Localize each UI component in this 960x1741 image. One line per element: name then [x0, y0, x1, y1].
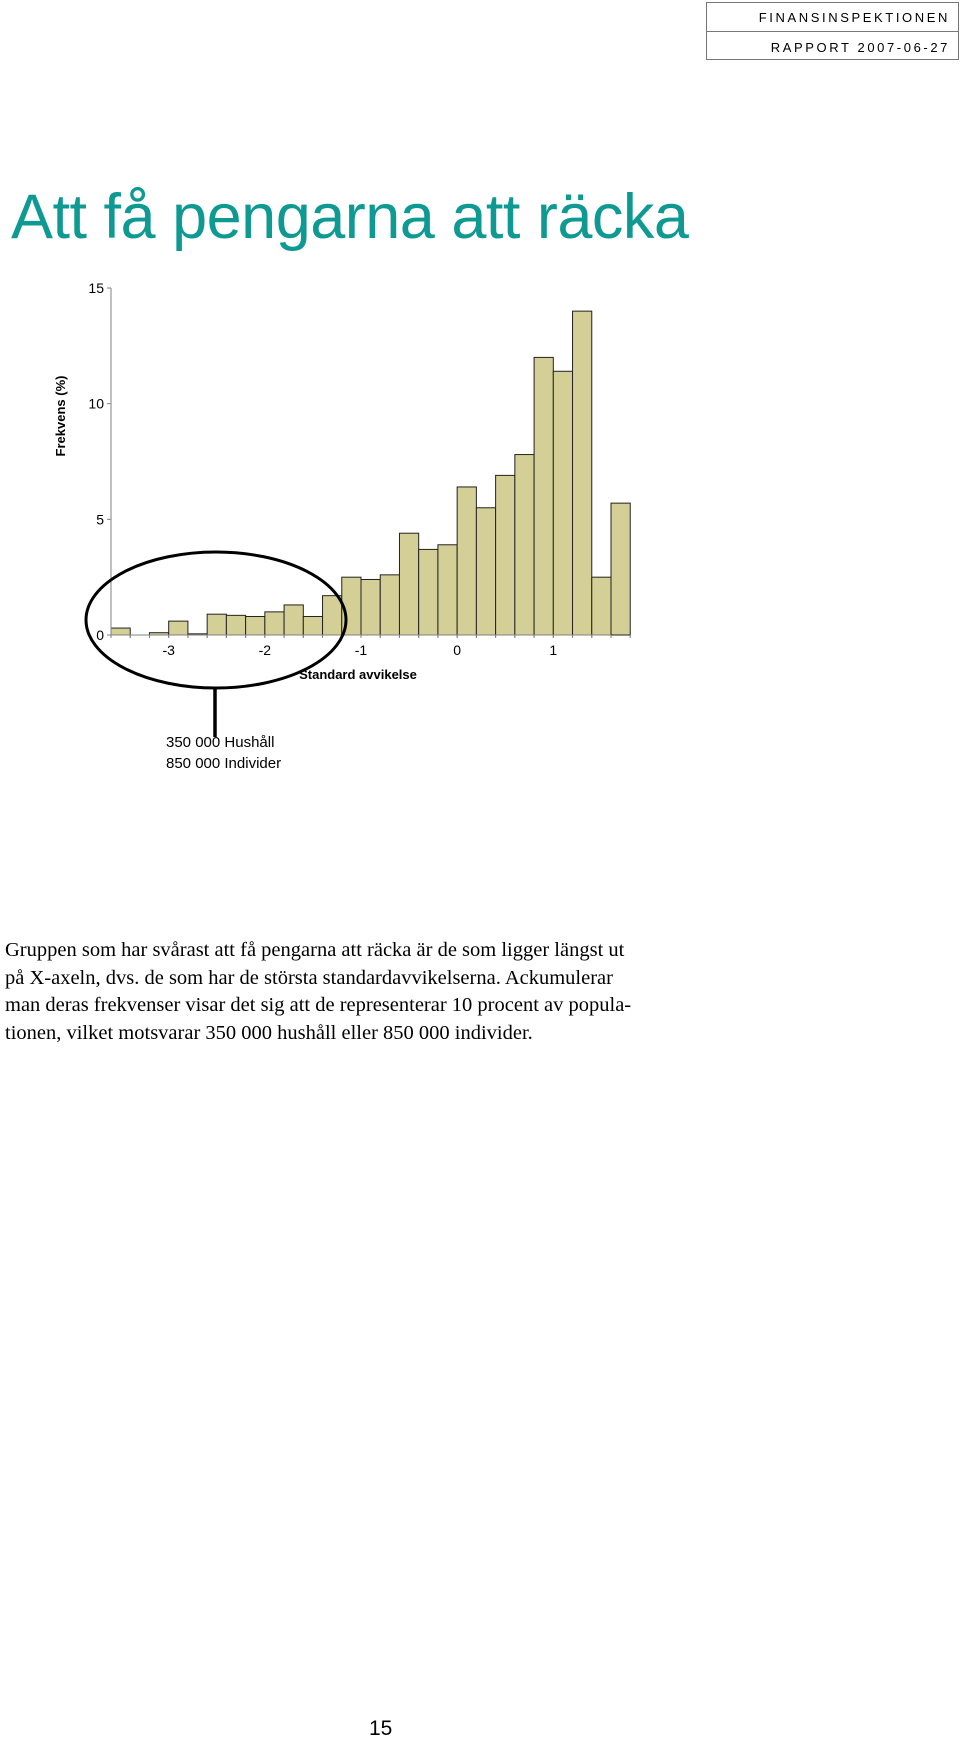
histogram-bar [169, 621, 188, 635]
x-tick-label: -2 [258, 642, 272, 658]
histogram-bar [284, 605, 303, 635]
histogram-bars [111, 311, 630, 635]
organization-name: FINANSINSPEKTIONEN [707, 3, 958, 32]
y-tick-label: 10 [88, 395, 104, 412]
body-line: på X-axeln, dvs. de som har de största standardavvikelserna. Ackumulerar [5, 966, 613, 989]
histogram-bar [361, 579, 380, 635]
page-title: Att få pengarna att räcka [11, 182, 689, 252]
histogram-bar [457, 487, 476, 635]
histogram-bar [399, 533, 418, 635]
histogram-bar [592, 577, 611, 635]
histogram-bar [246, 616, 265, 635]
histogram-bar [476, 508, 495, 635]
histogram-bar [496, 475, 515, 635]
callout-households: 350 000 Hushåll [166, 734, 275, 751]
callout-individuals: 850 000 Individer [166, 755, 282, 772]
histogram-bar [534, 357, 553, 635]
body-line: Gruppen som har svårast att få pengarna att räcka är de som ligger längst ut [5, 939, 625, 961]
histogram-bar [515, 455, 534, 635]
histogram-bar [111, 628, 130, 635]
histogram-bar [303, 616, 322, 635]
histogram-bar [553, 371, 572, 635]
x-tick-label: 1 [549, 642, 558, 658]
x-axis-ticks [111, 635, 630, 658]
histogram-bar [438, 545, 457, 635]
callout-label [166, 732, 281, 774]
histogram-bar [323, 596, 342, 635]
histogram-bar [265, 612, 284, 635]
histogram-bar [380, 575, 399, 635]
histogram-bar [573, 311, 592, 635]
x-axis-label: Standard avvikelse [299, 667, 417, 682]
page-number: 15 [369, 1717, 393, 1740]
report-header [706, 2, 959, 60]
y-axis-label: Frekvens (%) [53, 375, 68, 457]
report-date: RAPPORT 2007-06-27 [770, 40, 950, 55]
frequency-histogram [0, 270, 960, 790]
histogram-bar [419, 549, 438, 635]
y-tick-label: 15 [88, 280, 104, 296]
histogram-bar [226, 615, 245, 635]
body-paragraph [5, 937, 755, 1047]
x-tick-label: -1 [354, 642, 368, 658]
body-line: tionen, vilket motsvarar 350 000 hushåll eller 850 000 individer. [5, 1021, 533, 1044]
histogram-bar [207, 614, 226, 635]
body-line: man deras frekvenser visar det sig att de representerar 10 procent av popula- [5, 994, 632, 1016]
x-tick-label: -3 [162, 642, 175, 658]
y-tick-label: 5 [96, 511, 104, 528]
x-tick-label: 0 [453, 642, 462, 658]
y-tick-label: 0 [96, 627, 104, 643]
histogram-bar [611, 503, 630, 635]
